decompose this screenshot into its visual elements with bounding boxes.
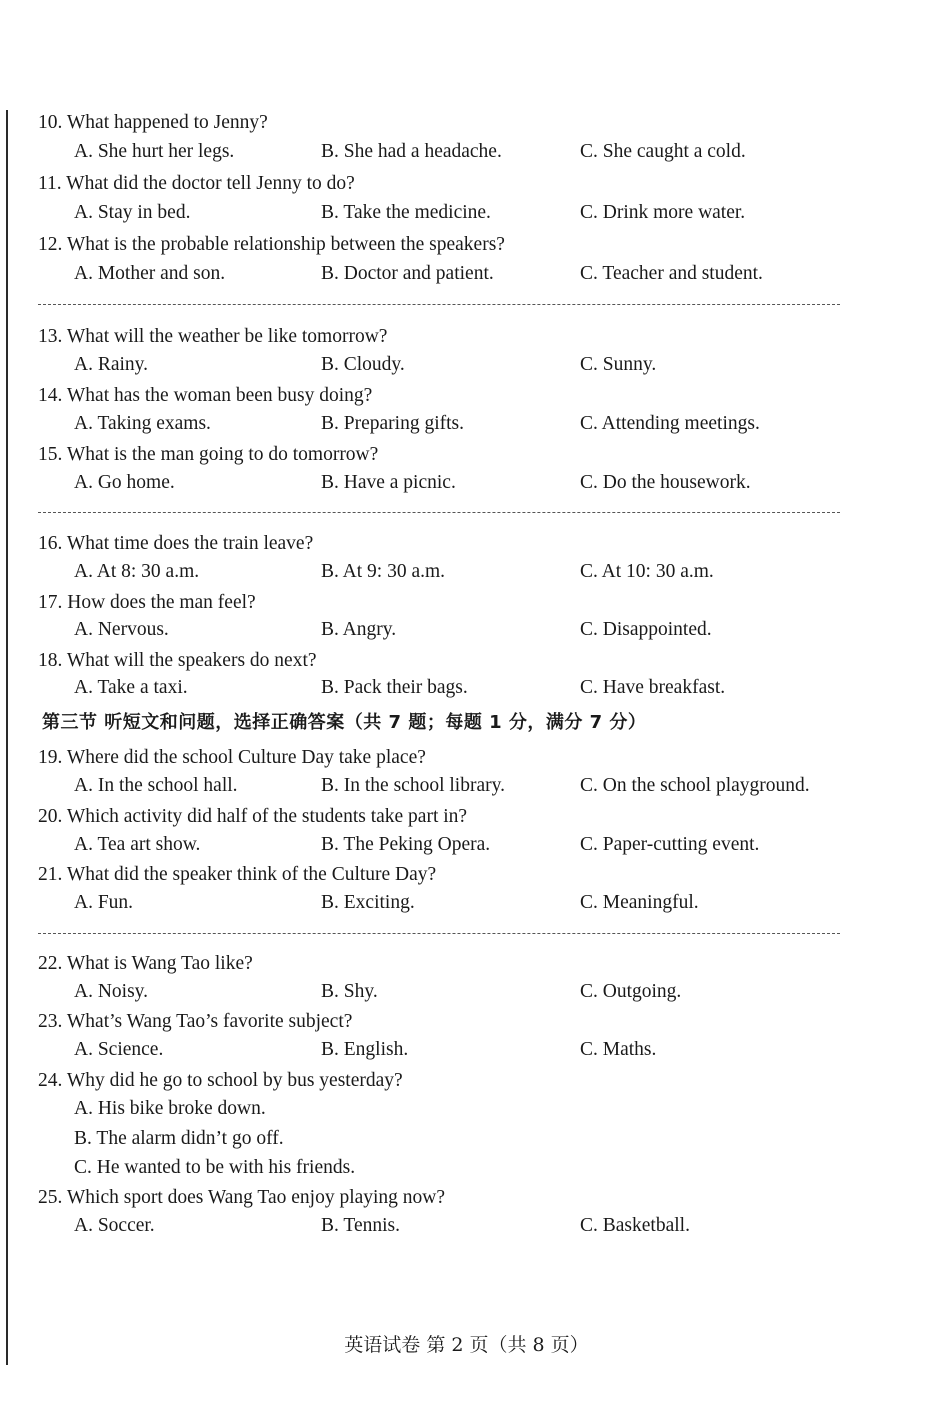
option-22-a: A. Noisy. [74, 981, 149, 1002]
option-16-a: A. At 8: 30 a.m. [74, 561, 200, 582]
question-17: 17. How does the man feel? [38, 592, 256, 613]
option-19-c: C. On the school playground. [580, 775, 810, 796]
question-18: 18. What will the speakers do next? [38, 650, 317, 671]
option-20-c: C. Paper-cutting event. [580, 834, 760, 855]
option-12-b: B. Doctor and patient. [321, 263, 494, 284]
option-11-a: A. Stay in bed. [74, 202, 191, 223]
option-23-c: C. Maths. [580, 1039, 657, 1060]
section-divider [38, 933, 840, 934]
option-24-c: C. He wanted to be with his friends. [74, 1157, 356, 1178]
options-11 [0, 202, 900, 230]
options-19 [0, 775, 900, 803]
option-16-c: C. At 10: 30 a.m. [580, 561, 714, 582]
options-17 [0, 619, 900, 647]
question-12: 12. What is the probable relationship between the speakers? [38, 234, 505, 255]
option-13-c: C. Sunny. [580, 354, 657, 375]
question-20: 20. Which activity did half of the students take part in? [38, 806, 468, 827]
question-10: 10. What happened to Jenny? [38, 112, 268, 133]
section-divider [38, 304, 840, 305]
option-20-b: B. The Peking Opera. [321, 834, 491, 855]
option-25-c: C. Basketball. [580, 1215, 690, 1236]
option-12-a: A. Mother and son. [74, 263, 226, 284]
option-11-b: B. Take the medicine. [321, 202, 491, 223]
option-15-c: C. Do the housework. [580, 472, 751, 493]
option-21-b: B. Exciting. [321, 892, 415, 913]
options-13 [0, 354, 900, 382]
options-18 [0, 677, 900, 705]
option-15-b: B. Have a picnic. [321, 472, 456, 493]
option-23-b: B. English. [321, 1039, 409, 1060]
option-13-a: A. Rainy. [74, 354, 149, 375]
options-22 [0, 981, 900, 1009]
option-14-a: A. Taking exams. [74, 413, 211, 434]
question-19: 19. Where did the school Culture Day take place? [38, 747, 426, 768]
option-20-a: A. Tea art show. [74, 834, 201, 855]
option-14-b: B. Preparing gifts. [321, 413, 464, 434]
options-25 [0, 1215, 900, 1243]
option-24-a: A. His bike broke down. [74, 1098, 266, 1119]
question-21: 21. What did the speaker think of the Culture Day? [38, 864, 437, 885]
option-11-c: C. Drink more water. [580, 202, 746, 223]
option-25-b: B. Tennis. [321, 1215, 400, 1236]
question-16: 16. What time does the train leave? [38, 533, 314, 554]
question-14: 14. What has the woman been busy doing? [38, 385, 373, 406]
option-15-a: A. Go home. [74, 472, 175, 493]
option-21-a: A. Fun. [74, 892, 134, 913]
options-16 [0, 561, 900, 589]
option-19-b: B. In the school library. [321, 775, 505, 796]
option-21-c: C. Meaningful. [580, 892, 699, 913]
option-24-b: B. The alarm didn’t go off. [74, 1128, 284, 1149]
option-12-c: C. Teacher and student. [580, 263, 763, 284]
option-19-a: A. In the school hall. [74, 775, 238, 796]
options-10 [0, 141, 900, 169]
option-16-b: B. At 9: 30 a.m. [321, 561, 446, 582]
options-21 [0, 892, 900, 920]
options-23 [0, 1039, 900, 1067]
option-14-c: C. Attending meetings. [580, 413, 760, 434]
question-13: 13. What will the weather be like tomorrow? [38, 326, 388, 347]
option-17-c: C. Disappointed. [580, 619, 712, 640]
question-15: 15. What is the man going to do tomorrow? [38, 444, 379, 465]
option-25-a: A. Soccer. [74, 1215, 155, 1236]
option-22-c: C. Outgoing. [580, 981, 682, 1002]
page-footer: 英语试卷 第 2 页（共 8 页） [344, 1334, 589, 1356]
section-divider [38, 512, 840, 513]
options-20 [0, 834, 900, 862]
option-22-b: B. Shy. [321, 981, 378, 1002]
option-17-b: B. Angry. [321, 619, 397, 640]
question-25: 25. Which sport does Wang Tao enjoy playing now? [38, 1187, 446, 1208]
option-23-a: A. Science. [74, 1039, 164, 1060]
options-15 [0, 472, 900, 500]
option-10-a: A. She hurt her legs. [74, 141, 235, 162]
question-11: 11. What did the doctor tell Jenny to do? [38, 173, 355, 194]
options-12 [0, 263, 900, 291]
options-14 [0, 413, 900, 441]
question-24: 24. Why did he go to school by bus yesterday? [38, 1070, 403, 1091]
binding-line [6, 110, 8, 1365]
option-13-b: B. Cloudy. [321, 354, 405, 375]
option-10-b: B. She had a headache. [321, 141, 502, 162]
question-23: 23. What’s Wang Tao’s favorite subject? [38, 1011, 353, 1032]
option-10-c: C. She caught a cold. [580, 141, 746, 162]
option-18-c: C. Have breakfast. [580, 677, 726, 698]
option-18-b: B. Pack their bags. [321, 677, 468, 698]
section-3-heading: 第三节 听短文和问题，选择正确答案（共 7 题；每题 1 分，满分 7 分） [42, 712, 647, 733]
question-22: 22. What is Wang Tao like? [38, 953, 253, 974]
option-18-a: A. Take a taxi. [74, 677, 188, 698]
option-17-a: A. Nervous. [74, 619, 169, 640]
